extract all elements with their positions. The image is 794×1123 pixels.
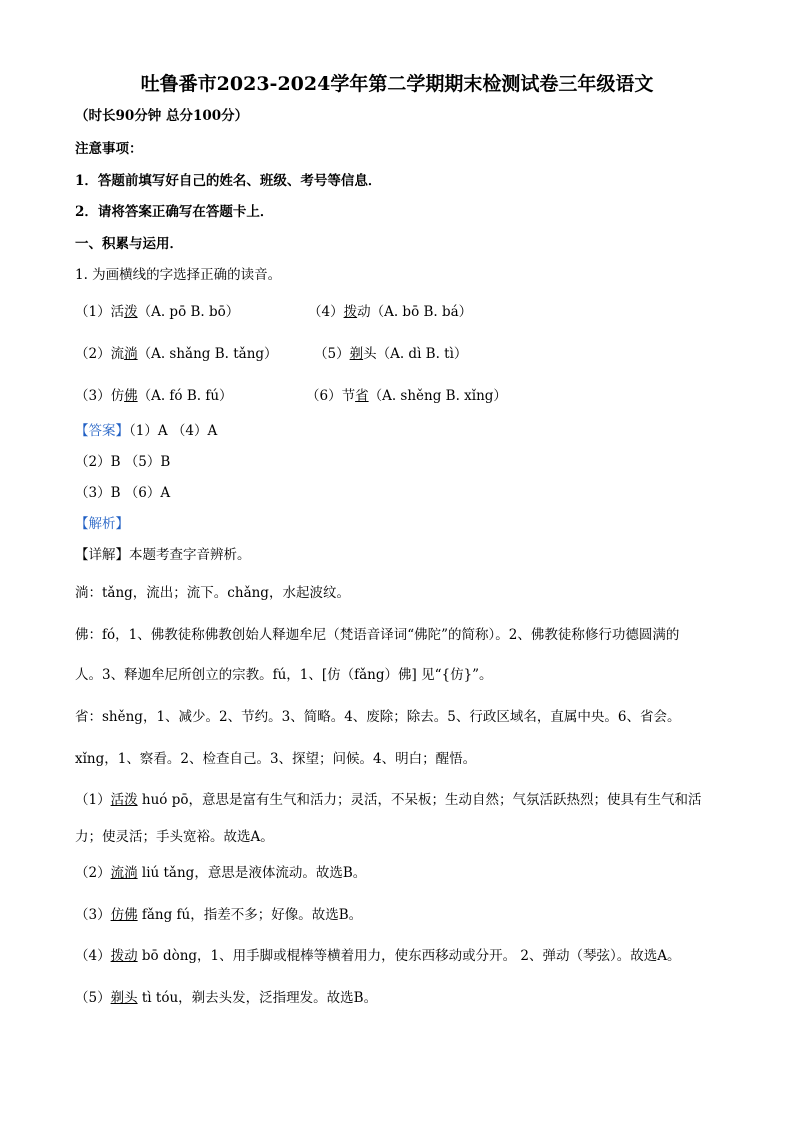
detail-label: 【详解】 — [75, 547, 129, 563]
explain-sheng: 省：shěng，1、减少。2、节约。3、简略。4、废除；除去。5、行政区域名，直属中央。6、省会。 — [75, 709, 681, 725]
question-prompt: 1. 为画横线的字选择正确的读音。 — [75, 267, 282, 283]
explain-xing: xǐng，1、察看。2、检查自己。3、探望；问候。4、明白；醒悟。 — [75, 751, 477, 767]
option-1: （1）活泼（A. pō B. bō） — [75, 304, 240, 320]
explain-item-3: （3）仿佛 fǎng fú，指差不多；好像。故选B。 — [75, 907, 363, 923]
option-3: （3）仿佛（A. fó B. fú） — [75, 388, 233, 404]
option-2: （2）流淌（A. shǎng B. tǎng） — [75, 346, 278, 362]
answer-row-2: （2）B （5）B — [75, 454, 171, 470]
option-4: （4）拨动（A. bō B. bá） — [308, 304, 473, 320]
exam-meta: （时长90分钟 总分100分） — [75, 108, 249, 124]
notice-heading: 注意事项： — [75, 141, 143, 157]
page-title: 吐鲁番市2023-2024学年第二学期期末检测试卷三年级语文 — [140, 73, 654, 95]
explain-item-5: （5）剃头 tì tóu，剃去头发，泛指理发。故选B。 — [75, 990, 378, 1006]
detail-intro: 【详解】本题考查字音辨析。 — [75, 547, 251, 563]
answer-label: 【答案】 — [75, 423, 129, 439]
explain-item-1: （1）活泼 huó pō，意思是富有生气和活力；灵活，不呆板；生动自然；气氛活跃热烈；使具有生气和活 — [75, 792, 702, 808]
notice-item-2: 2．请将答案正确写在答题卡上． — [75, 204, 274, 220]
answer-row-1: 【答案】（1）A （4）A — [75, 423, 218, 439]
answer-row-3: （3）B （6）A — [75, 485, 171, 501]
option-6: （6）节省（A. shěng B. xǐng） — [306, 388, 507, 404]
explain-item-4: （4）拨动 bō dòng，1、用手脚或棍棒等横着用力，使东西移动或分开。 2、弹动（琴弦）。故选A。 — [75, 948, 681, 964]
explain-fo-line-2: 人。3、释迦牟尼所创立的宗教。fú，1、[仿（fǎng）佛] 见“{仿}”。 — [75, 667, 493, 683]
explain-fo-line-1: 佛：fó，1、佛教徒称佛教创始人释迦牟尼（梵语音译词“佛陀”的简称）。2、佛教徒称修行功德圆满的 — [75, 627, 680, 643]
explain-tang: 淌：tǎng，流出；流下。chǎng，水起波纹。 — [75, 585, 350, 601]
explain-item-1-cont: 力；使灵活；手头宽裕。故选A。 — [75, 829, 274, 845]
option-5: （5）剃头（A. dì B. tì） — [314, 346, 468, 362]
section-heading: 一、积累与运用． — [75, 236, 183, 252]
notice-item-1: 1．答题前填写好自己的姓名、班级、考号等信息． — [75, 173, 382, 189]
analysis-label: 【解析】 — [75, 516, 129, 532]
explain-item-2: （2）流淌 liú tǎng，意思是液体流动。故选B。 — [75, 865, 367, 881]
